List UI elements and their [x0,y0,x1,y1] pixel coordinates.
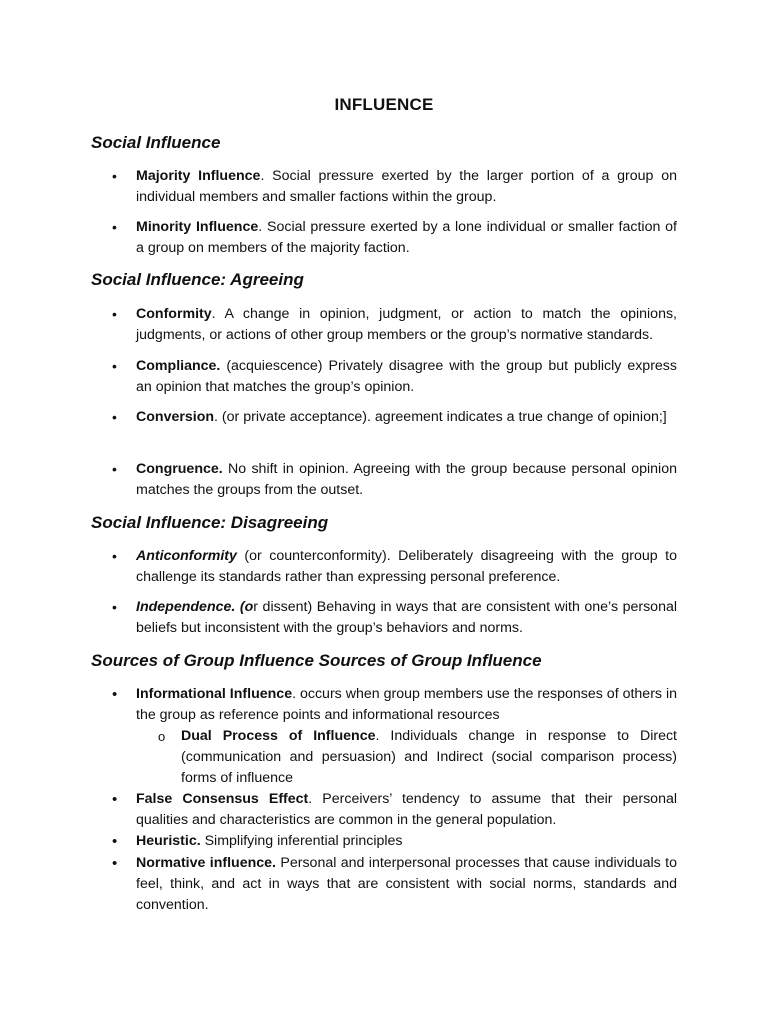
list-item-normative-influence [136,853,677,916]
list-item-compliance [136,356,677,398]
definition: . occurs when group members use the responses of others in the group as reference points and informational resources [136,686,678,723]
definition: r dissent) Behaving in ways that are consistent with one’s personal beliefs but inconsistent with the group’s behaviors and norms. [136,599,677,636]
definition: Personal and interpersonal processes that cause individuals to feel, think, and act in ways that are consistent with social norms, standards and convention. [136,855,677,913]
definition: . Individuals change in response to Direct (communication and persuasion) and Indirect (social comparison process) forms of influence [181,728,677,786]
bullet-disc: • [112,409,117,425]
term: Anticonformity [136,548,237,564]
definition: . Social pressure exerted by a lone individual or smaller faction of a group on members of the majority faction. [136,219,677,256]
bullet-disc: • [112,599,117,615]
document-title: INFLUENCE [334,95,434,114]
bullet-disc: • [112,168,117,184]
list-item-majority-influence [136,166,677,208]
list-item-independence [136,597,677,639]
term: Independence. (o [136,599,254,615]
list-item-congruence [136,459,677,501]
term: Conformity [136,306,212,322]
term: Majority Influence [136,168,261,184]
bullet-disc: • [112,358,117,374]
list-item-false-consensus [136,789,677,831]
bullet-disc: • [112,791,118,808]
term: False Consensus Effect [136,791,309,807]
bullet-circle: o [158,729,166,744]
definition: (acquiescence) Privately disagree with the group but publicly express an opinion that matches the group’s opinion. [136,358,677,395]
list-item-minority-influence [136,217,677,259]
section-heading-sources: Sources of Group Influence Sources of Group Influence [91,651,542,670]
bullet-disc: • [112,306,117,322]
term: Congruence. [136,461,223,477]
bullet-disc: • [112,548,117,564]
definition: . A change in opinion, judgment, or action to match the opinions, judgments, or actions of other group members or the group’s normative standards. [136,306,677,343]
term: Compliance. [136,358,221,374]
bullet-disc: • [112,219,117,235]
term: Minority Influence [136,219,259,235]
definition: (or counterconformity). Deliberately disagreeing with the group to challenge its standards rather than expressing personal preference. [136,548,677,585]
term: Dual Process of Influence [181,728,376,744]
list-item-conformity [136,304,677,346]
term: Conversion [136,409,215,425]
section-heading-agreeing: Social Influence: Agreeing [91,270,304,289]
definition: No shift in opinion. Agreeing with the group because personal opinion matches the groups from the outset. [136,461,677,498]
definition: . Perceivers’ tendency to assume that their personal qualities and characteristics are common in the general population. [136,791,677,828]
term: Heuristic. [136,833,201,849]
section-heading-disagreeing: Social Influence: Disagreeing [91,513,329,532]
list-item-heuristic [136,831,677,852]
bullet-disc: • [112,686,118,703]
bullet-disc: • [112,833,118,850]
list-item-informational-influence [136,684,677,726]
list-item-dual-process [181,726,677,789]
definition: . (or private acceptance). agreement indicates a true change of opinion;] [214,409,667,425]
list-item-anticonformity [136,546,677,588]
term: Informational Influence [136,686,293,702]
definition: Simplifying inferential principles [200,833,403,849]
definition: . Social pressure exerted by the larger portion of a group on individual members and smaller factions within the group. [136,168,677,205]
list-item-conversion [136,407,677,428]
bullet-disc: • [112,461,117,477]
bullet-disc: • [112,855,118,872]
term: Normative influence. [136,855,276,871]
section-heading-social-influence: Social Influence [91,133,221,152]
